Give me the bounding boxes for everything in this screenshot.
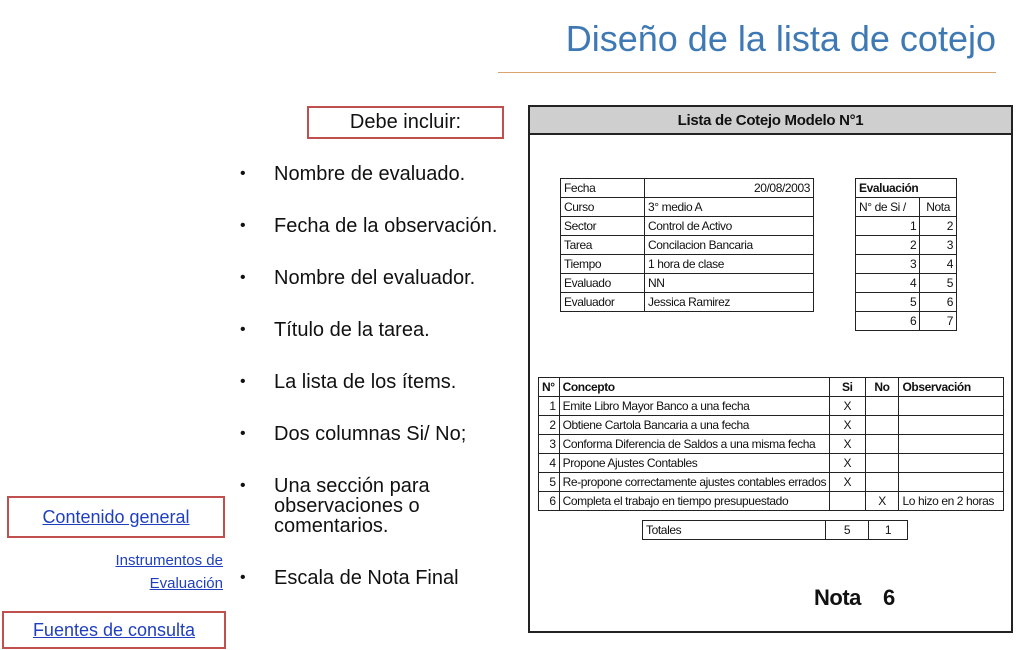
info-label: Sector	[561, 217, 645, 236]
evaluacion-col2: Nota	[920, 198, 957, 217]
table-cell: 6	[920, 293, 957, 312]
totales-si: 5	[826, 521, 869, 540]
info-label: Evaluado	[561, 274, 645, 293]
slide-title: Diseño de la lista de cotejo	[565, 18, 996, 59]
table-row	[561, 236, 814, 255]
bullet-item: • Nombre de evaluado.	[240, 163, 466, 185]
info-label: Curso	[561, 198, 645, 217]
col-header-n: N°	[539, 378, 560, 397]
table-row	[561, 274, 814, 293]
bullet-dot-icon: •	[240, 373, 246, 390]
info-label: Evaluador	[561, 293, 645, 312]
bullet-dot-icon: •	[240, 321, 246, 338]
table-row	[561, 293, 814, 312]
table-row	[561, 217, 814, 236]
table-cell: 5	[856, 293, 920, 312]
items-table	[538, 377, 1004, 511]
bullet-item: • Nombre del evaluador.	[240, 267, 476, 289]
table-cell: Conforma Diferencia de Saldos a una misma fecha	[559, 435, 830, 454]
instrumentos-link-line1[interactable]: Instrumentos de	[115, 552, 223, 569]
table-cell	[865, 416, 899, 435]
table-cell: X	[830, 416, 865, 435]
table-cell: X	[865, 492, 899, 511]
table-cell: 6	[856, 312, 920, 331]
bullet-item: • Fecha de la observación.	[240, 215, 498, 237]
table-row	[856, 274, 957, 293]
info-value: Control de Activo	[645, 217, 814, 236]
bullet-item: • La lista de los ítems.	[240, 371, 457, 393]
bullet-item: • Dos columnas Si/ No;	[240, 423, 467, 445]
callout-box: Debe incluir:	[307, 106, 504, 139]
info-label: Fecha	[561, 179, 645, 198]
bullet-item: • Una sección para observaciones o comentarios.	[240, 475, 430, 537]
table-cell: 6	[539, 492, 560, 511]
table-cell: X	[830, 454, 865, 473]
table-row	[561, 198, 814, 217]
bullet-dot-icon: •	[240, 569, 246, 586]
table-row	[856, 217, 957, 236]
bullet-dot-icon: •	[240, 217, 246, 234]
totales-no: 1	[869, 521, 908, 540]
table-cell: Completa el trabajo en tiempo presupuestado	[559, 492, 830, 511]
info-value: 3° medio A	[645, 198, 814, 217]
table-row	[561, 255, 814, 274]
table-cell	[865, 473, 899, 492]
table-cell: 5	[920, 274, 957, 293]
nota-label: Nota	[814, 585, 861, 610]
totales-table	[642, 520, 908, 540]
contenido-general-box	[7, 496, 225, 538]
table-cell: 2	[856, 236, 920, 255]
bullet-dot-icon: •	[240, 477, 246, 494]
evaluacion-col1: N° de Si /	[856, 198, 920, 217]
bullet-dot-icon: •	[240, 425, 246, 442]
fuentes-consulta-link[interactable]: Fuentes de consulta	[32, 619, 196, 640]
checklist-sheet	[528, 105, 1013, 633]
table-cell: 5	[539, 473, 560, 492]
bullet-dot-icon: •	[240, 165, 246, 182]
info-value: Jessica Ramirez	[645, 293, 814, 312]
info-value: Concilacion Bancaria	[645, 236, 814, 255]
table-cell: 4	[920, 255, 957, 274]
col-header-no: No	[865, 378, 899, 397]
fuentes-consulta-box	[2, 611, 226, 649]
table-cell	[865, 435, 899, 454]
evaluacion-table	[855, 178, 957, 331]
table-cell: 4	[539, 454, 560, 473]
table-row	[856, 236, 957, 255]
info-label: Tarea	[561, 236, 645, 255]
table-row	[856, 179, 957, 198]
table-row	[856, 293, 957, 312]
table-cell: 1	[539, 397, 560, 416]
table-cell: 4	[856, 274, 920, 293]
bullet-dot-icon: •	[240, 269, 246, 286]
table-row	[856, 312, 957, 331]
totales-label: Totales	[643, 521, 826, 540]
info-value: NN	[645, 274, 814, 293]
sheet-title: Lista de Cotejo Modelo N°1	[530, 107, 1011, 135]
table-cell: X	[830, 397, 865, 416]
table-row	[539, 397, 1004, 416]
table-row	[539, 454, 1004, 473]
info-value: 20/08/2003	[645, 179, 814, 198]
table-header-row	[539, 378, 1004, 397]
table-cell: Obtiene Cartola Bancaria a una fecha	[559, 416, 830, 435]
table-row	[561, 179, 814, 198]
table-cell	[899, 416, 1004, 435]
table-cell: 3	[856, 255, 920, 274]
table-cell: X	[830, 473, 865, 492]
instrumentos-link-line2[interactable]: Evaluación	[149, 575, 223, 592]
table-row	[856, 198, 957, 217]
title-rule	[498, 72, 996, 73]
info-label: Tiempo	[561, 255, 645, 274]
bullet-item: • Escala de Nota Final	[240, 567, 459, 589]
contenido-general-link[interactable]: Contenido general	[42, 506, 190, 527]
table-row	[539, 435, 1004, 454]
info-table	[560, 178, 814, 312]
col-header-concepto: Concepto	[559, 378, 830, 397]
table-cell	[899, 473, 1004, 492]
table-cell: 1	[856, 217, 920, 236]
evaluacion-title: Evaluación	[856, 179, 957, 198]
table-cell	[899, 435, 1004, 454]
table-cell	[899, 454, 1004, 473]
table-cell: Emite Libro Mayor Banco a una fecha	[559, 397, 830, 416]
table-cell: 2	[539, 416, 560, 435]
instrumentos-link-block	[73, 549, 223, 595]
table-row	[539, 492, 1004, 511]
table-cell: 7	[920, 312, 957, 331]
table-cell	[865, 397, 899, 416]
table-row	[856, 255, 957, 274]
table-row	[539, 473, 1004, 492]
table-cell: 3	[920, 236, 957, 255]
table-cell: X	[830, 435, 865, 454]
col-header-obs: Observación	[899, 378, 1004, 397]
col-header-si: Si	[830, 378, 865, 397]
info-value: 1 hora de clase	[645, 255, 814, 274]
nota-value: 6	[883, 585, 896, 610]
bullet-item: • Título de la tarea.	[240, 319, 430, 341]
table-cell	[899, 397, 1004, 416]
table-cell: Propone Ajustes Contables	[559, 454, 830, 473]
table-row	[539, 416, 1004, 435]
table-cell	[865, 454, 899, 473]
table-row	[643, 521, 908, 540]
table-cell: 3	[539, 435, 560, 454]
table-cell: Lo hizo en 2 horas	[899, 492, 1004, 511]
table-cell: Re-propone correctamente ajustes contables errados	[559, 473, 830, 492]
table-cell	[830, 492, 865, 511]
table-cell: 2	[920, 217, 957, 236]
